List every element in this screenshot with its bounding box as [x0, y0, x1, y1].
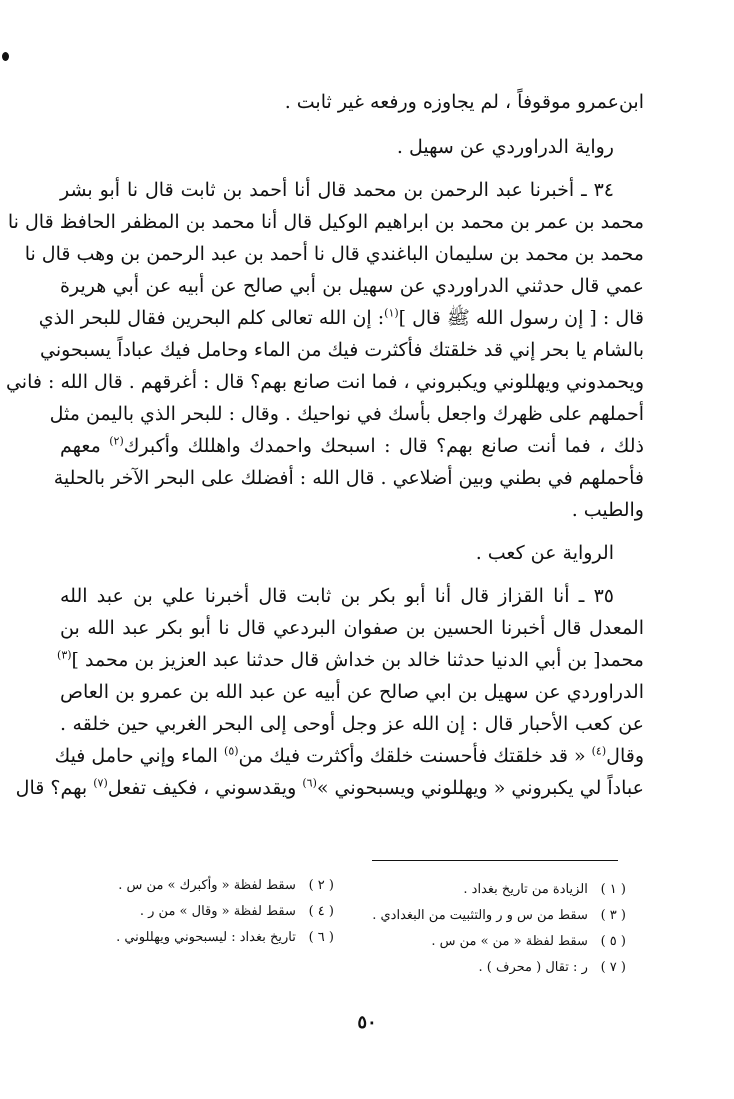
footnote-ref-3: (٣) — [57, 648, 72, 662]
footnote-3: ( ٣ ) سقط من س و ر والتثبيت من البغدادي . — [372, 908, 626, 923]
hadith-34-line-11: والطيب . — [571, 499, 644, 521]
hadith-35-line-6: وقال$^{(٤)}$ « قد خلقتك فأحسنت خلقك وأكثرت فيك من$^{(٥)}$ الماء وإني حامل فيك — [54, 744, 644, 767]
footnote-4: ( ٤ ) سقط لفظة « وقال » من ر . — [139, 904, 334, 919]
hadith-35-line-3: محمد[ بن أبي الدنيا حدثنا خالد بن خداش قال حدثنا عبد العزيز بن محمد ]$^{(٣)}$ — [57, 648, 644, 671]
hadith-35-line-1: ٣٥ ـ أنا القزاز قال أنا أبو بكر بن ثابت قال أخبرنا علي بن عبد الله — [60, 585, 614, 607]
footnote-ref-4: (٤) — [591, 744, 607, 758]
footnote-5: ( ٥ ) سقط لفظة « من » من س . — [431, 934, 626, 949]
hadith-34-line-1: ٣٤ ـ أخبرنا عبد الرحمن بن محمد قال أنا أحمد بن ثابت قال نا أبو بشر — [60, 179, 614, 201]
hadith-34-line-3: محمد بن محمد بن سليمان الباغندي قال نا أحمد بن عبد الرحمن بن وهب قال نا — [24, 243, 644, 265]
hadith-35-line-4: الدراوردي عن سهيل بن ابي صالح عن أبيه عن عبد الله بن عمرو بن العاص — [60, 681, 644, 703]
footnote-2: ( ٢ ) سقط لفظة « وأكبرك » من س . — [118, 878, 334, 893]
footnote-6: ( ٦ ) تاريخ بغداد : ليسبحوني ويهللوني . — [116, 930, 334, 945]
hadith-34-line-9: ذلك ، فما أنت صانع بهم؟ قال : اسبحك واحمدك واهللك وأكبرك$^{(٢)}$ معهم — [60, 434, 644, 457]
footnote-7: ( ٧ ) ر : تقال ( محرف ) . — [478, 960, 626, 975]
hadith-34-line-7: ويحمدوني ويهللوني ويكبروني ، فما انت صانع بهم؟ قال : أغرقهم . قال الله : فاني — [5, 371, 644, 393]
footnote-ref-2: (٢) — [109, 434, 124, 448]
hadith-35-line-7: عباداً لي يكبروني « ويهللوني ويسبحوني »$^{(٦)}$ ويقدسوني ، فكيف تفعل$^{(٧)}$ بهم؟ قال — [15, 776, 644, 799]
hadith-35-line-2: المعدل قال أخبرنا الحسين بن صفوان البردعي قال نا أبو بكر عبد الله بن — [60, 617, 644, 639]
section-heading-kaab: الرواية عن كعب . — [475, 542, 614, 564]
section-heading-darawardi: رواية الدراوردي عن سهيل . — [396, 136, 614, 158]
hadith-34-line-4: عمي قال حدثني الدراوردي عن سهيل بن أبي صالح عن أبيه عن أبي هريرة — [60, 275, 644, 297]
hadith-35-line-5: عن كعب الأحبار قال : إن الله عز وجل أوحى إلى البحر الغربي حين خلقه . — [60, 713, 644, 735]
footnote-ref-5: (٥) — [224, 744, 239, 758]
footnote-ref-7: (٧) — [93, 776, 108, 790]
footnote-separator — [372, 860, 618, 861]
hadith-34-line-2: محمد بن عمر بن محمد بن ابراهيم الوكيل قال أنا محمد بن المظفر الحافظ قال نا — [7, 211, 644, 233]
scan-speck — [2, 52, 9, 61]
footnote-1: ( ١ ) الزيادة من تاريخ بغداد . — [463, 882, 626, 897]
hadith-34-line-8: أحملهم على ظهرك واجعل بأسك في نواحيك . وقال : للبحر الذي باليمن مثل — [49, 403, 644, 425]
hadith-34-line-6: بالشام يا بحر إني قد خلقتك فأكثرت فيك من الماء وحامل فيك عباداً يسبحوني — [40, 339, 644, 361]
page-number: ٥٠ — [357, 1012, 377, 1033]
footnote-ref-1: (١) — [384, 306, 399, 320]
hadith-34-line-10: فأحملهم في بطني وبين أضلاعي . قال الله : أفضلك على البحر الآخر بالحلية — [53, 467, 644, 489]
footnote-ref-6: (٦) — [302, 776, 317, 790]
text-line-1: ابن‌عمرو موقوفاً ، لم يجاوزه ورفعه غير ثابت . — [284, 91, 644, 113]
hadith-34-line-5: قال : [ إن رسول الله ﷺ قال ]$^{(١)}$: إن الله تعالى كلم البحرين فقال للبحر الذي — [38, 306, 644, 329]
